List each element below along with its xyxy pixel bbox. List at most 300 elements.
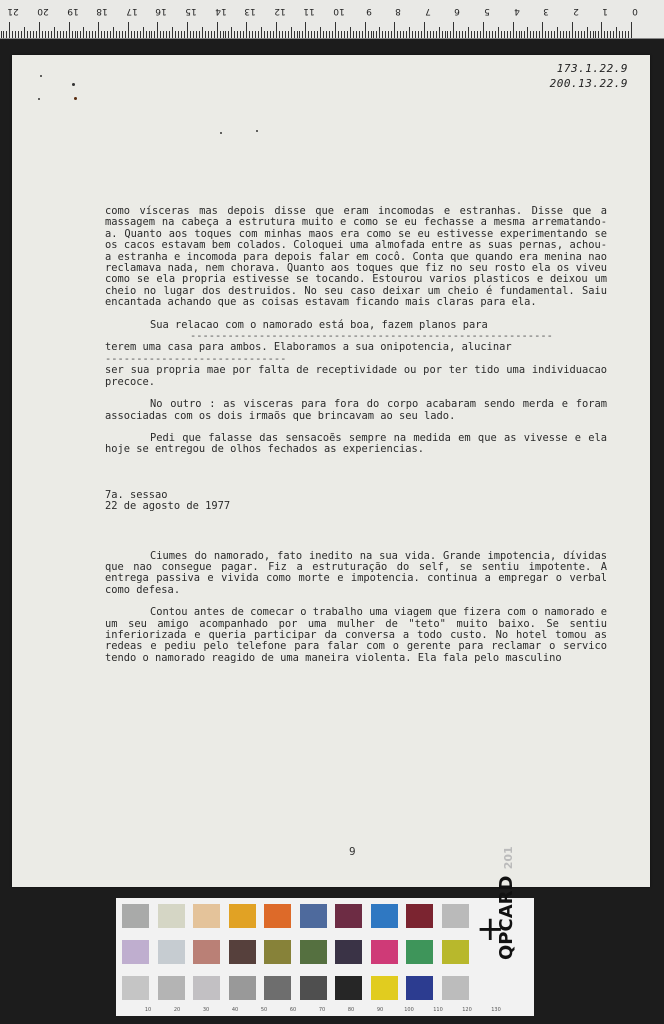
ruler-label: 11 [303,6,316,16]
typed-text [105,205,614,664]
ruler-tick [297,31,298,38]
ruler-tick [631,22,632,38]
ruler-tick [24,27,25,38]
ruler-tick [477,31,478,38]
ruler-tick [146,31,147,38]
ruler-tick [54,27,55,38]
ruler-tick [495,31,496,38]
ruler-tick [598,31,599,38]
ruler-tick [590,31,591,38]
color-swatch [158,976,185,1000]
ruler-tick [379,27,380,38]
card-scale-label: 70 [318,1007,326,1013]
ruler-tick [314,31,315,38]
color-swatch [193,904,220,928]
paragraph-5: Ciumes do namorado, fato inedito na sua vida. Grande impotencia, dívidas que nao consegue pagar. Fiz a estruturação do self, se sentiu impotente. A entrega passiva e vivida como morte e impotencia. continua a empregar o verbal como defesa. [105,549,614,596]
ruler-tick [83,27,84,38]
ruler-tick [542,22,543,38]
ruler-label: 4 [513,6,520,16]
paragraph-2-line-2: terem uma casa para ambos. Elaboramos a sua onipotencia, alucinar [105,341,512,354]
ruler-tick [21,31,22,38]
ruler-tick [373,31,374,38]
ruler-tick [104,31,105,38]
ruler-tick [323,31,324,38]
card-scale-label: 80 [347,1007,355,1013]
ruler-tick [385,31,386,38]
ruler-tick [527,27,528,38]
ruler-tick [166,31,167,38]
paragraph-1: como vísceras mas depois disse que eram incomodas e estranhas. Disse que a massagem na cabeça a estrutura muito e como se eu fechasse a mesma arrematando-a. Quanto aos toques com minhas maos era como se eu estivesse experimentando se os cacos estavam bem colados. Coloquei uma almofada entre as suas pernas, achou-a estranha e incomoda para depois falar em cocô. Conta que quando era menina nao reclamava nada, nem chorava. Quanto aos toques que fiz no seu rosto ela os viveu como se ela propria estivesse se tocando. Estourou varios plasticos e deixou um cheio no lugar dos destruidos. No seu caso deixar um cheio é fundamental. Saiu encantada achando que as coisas estavam ficando mais claras para ela. [105,205,614,309]
ruler-tick [72,31,73,38]
ruler-tick [154,31,155,38]
ruler-tick [107,31,108,38]
ruler-tick [66,31,67,38]
ruler-tick [521,31,522,38]
ruler-tick [486,31,487,38]
ruler-tick [341,31,342,38]
card-scale-label: 110 [433,1007,443,1013]
ruler-tick [483,22,484,38]
ruler-tick [326,31,327,38]
ruler-tick [551,31,552,38]
color-swatch [335,940,362,964]
ruler-tick [616,27,617,38]
card-scale-label: 100 [404,1007,414,1013]
ruler-tick [572,22,573,38]
ruler-tick [607,31,608,38]
ruler-tick [510,31,511,38]
ruler-tick [320,27,321,38]
ruler-tick [163,31,164,38]
ruler-tick [516,31,517,38]
ruler-tick [371,31,372,38]
ruler-tick [187,22,188,38]
ruler-label: 13 [244,6,256,16]
ruler-tick [151,31,152,38]
color-swatch [406,976,433,1000]
color-swatch [229,904,256,928]
ruler-tick [125,31,126,38]
archive-id-line-2: 200.13.22.9 [549,77,628,90]
ruler-tick [116,31,117,38]
ruler-label: 10 [333,6,345,16]
paragraph-4: Pedi que falasse das sensacoẽs sempre na medida em que as vivesse e ela hoje se entregou de olhos fechados as experiencias. [105,431,614,456]
card-scale-label: 130 [491,1007,501,1013]
ruler-tick [530,31,531,38]
ruler-tick [231,27,232,38]
ruler-tick [77,31,78,38]
ruler-tick [137,31,138,38]
ruler-tick [63,31,64,38]
ruler-label: 7 [424,6,431,16]
ruler-tick [193,31,194,38]
ruler-tick [255,31,256,38]
card-scale [120,1007,501,1015]
ruler-tick [305,22,306,38]
ruler-tick [234,31,235,38]
color-calibration-card [116,846,534,1016]
ruler-tick [536,31,537,38]
color-swatch [122,976,149,1000]
underline-dashes: ----------------------------- [105,353,287,365]
ruler-label: 18 [96,6,108,16]
ruler-tick [388,31,389,38]
session-title: 7a. sessao [105,488,168,501]
ruler-tick [628,31,629,38]
session-date: 22 de agosto de 1977 [105,500,231,513]
ruler-tick [415,31,416,38]
ruler-label: 5 [484,6,490,16]
ruler-tick [246,22,247,38]
ruler-tick [427,31,428,38]
color-swatch [158,904,185,928]
ruler-tick [113,27,114,38]
ruler-tick [359,31,360,38]
ruler-tick [285,31,286,38]
ruler-tick [270,31,271,38]
ruler-tick [421,31,422,38]
ruler-tick [492,31,493,38]
color-swatch [442,940,469,964]
ruler-tick [122,31,123,38]
color-swatch [229,976,256,1000]
ruler-tick [604,31,605,38]
card-scale-label: 20 [173,1007,181,1013]
ruler-tick [344,31,345,38]
ruler-tick [36,31,37,38]
ruler-tick [625,31,626,38]
ruler-tick [480,31,481,38]
ruler-tick [119,31,120,38]
color-swatch [335,976,362,1000]
ruler-tick [329,31,330,38]
ruler-label: 6 [454,6,461,16]
ruler-tick [30,31,31,38]
ruler-tick [42,31,43,38]
ruler-tick [376,31,377,38]
ruler-tick [519,31,520,38]
ruler-tick [252,31,253,38]
ruler-tick [217,22,218,38]
ruler-tick [178,31,179,38]
color-swatch [406,940,433,964]
ruler-tick [279,31,280,38]
color-swatch [442,976,469,1000]
ruler-tick [445,31,446,38]
archive-id-line-1: 173.1.22.9 [556,62,628,75]
ruler-tick [175,31,176,38]
ruler-tick [214,31,215,38]
ruler-tick [382,31,383,38]
color-swatch [122,904,149,928]
ruler-tick [33,31,34,38]
ruler-tick [288,31,289,38]
ruler-tick [9,22,10,38]
ruler-tick [225,31,226,38]
ruler-tick [302,31,303,38]
ruler-label: 2 [572,6,579,16]
ruler-tick [184,31,185,38]
ruler-tick [595,31,596,38]
ruler-tick [409,27,410,38]
ruler-tick [57,31,58,38]
card-scale-label: 90 [376,1007,384,1013]
color-swatch [406,904,433,928]
card-scale-label: 30 [202,1007,210,1013]
ruler-tick [338,31,339,38]
ruler-tick [220,31,221,38]
ruler-label: 19 [66,6,79,16]
ruler-tick [160,31,161,38]
ruler-tick [456,31,457,38]
color-swatch [264,904,291,928]
ruler-label: 0 [632,6,638,16]
ruler-tick [622,31,623,38]
ruler-tick [149,31,150,38]
ruler-tick [450,31,451,38]
ruler-tick [101,31,102,38]
ruler-tick [613,31,614,38]
ruler-tick [282,31,283,38]
ruler-tick [140,31,141,38]
ruler-tick [1,31,2,38]
ruler-tick [110,31,111,38]
ruler-label: 14 [214,6,227,16]
ruler-tick [504,31,505,38]
ruler-tick [442,31,443,38]
ruler-tick [619,31,620,38]
ruler-tick [513,22,514,38]
ruler-tick [60,31,61,38]
ruler-tick [258,31,259,38]
ruler-tick [335,22,336,38]
ruler-tick [95,31,96,38]
card-scale-label: 40 [231,1007,239,1013]
ruler-tick [202,27,203,38]
ruler-tick [205,31,206,38]
ruler-tick [533,31,534,38]
color-swatch [193,940,220,964]
ruler-tick [394,22,395,38]
ruler-tick [347,31,348,38]
ruler-tick [261,27,262,38]
ruler-label: 21 [7,6,20,16]
color-swatch [300,976,327,1000]
ruler-tick [6,31,7,38]
page-number: 9 [349,845,356,858]
ruler-tick [223,31,224,38]
ruler-label: 8 [395,6,402,16]
ruler-label: 9 [365,6,372,16]
ruler-tick [211,31,212,38]
ruler-tick [447,31,448,38]
ruler-tick [317,31,318,38]
ruler-tick [569,31,570,38]
ruler-tick [131,31,132,38]
color-swatch [193,976,220,1000]
ruler-tick [199,31,200,38]
ruler-tick [433,31,434,38]
ruler-tick [228,31,229,38]
color-swatch [264,940,291,964]
ruler-tick [39,22,40,38]
ruler-tick [453,22,454,38]
paragraph-2-line-3: ser sua propria mae por falta de receptividade ou por ter tido uma individuacao precoce. [105,364,614,388]
ruler-tick [584,31,585,38]
paragraph-2-line-1: Sua relacao com o namorado está boa, fazem planos para [150,318,488,331]
card-scale-label: 120 [462,1007,472,1013]
ruler-tick [134,31,135,38]
color-swatch [371,940,398,964]
ruler-tick [48,31,49,38]
ruler-tick [273,31,274,38]
ruler-tick [350,27,351,38]
card-brand-logo: QPCARD 201 [496,846,517,960]
ruler-tick [80,31,81,38]
ruler-tick [267,31,268,38]
ruler-tick [539,31,540,38]
ruler-tick [365,22,366,38]
paragraph-3: No outro : as visceras para fora do corpo acabaram sendo merda e foram associadas com os dois irmaõs que brincavam ao seu lado. [105,398,614,422]
ruler-label: 20 [37,6,49,16]
ruler-tick [601,22,602,38]
ruler-tick [15,31,16,38]
color-swatch [158,940,185,964]
ruler-tick [299,31,300,38]
archive-id-stamp [550,61,628,91]
ruler-tick [581,31,582,38]
ruler-tick [51,31,52,38]
ruler-tick [474,31,475,38]
ruler-tick [75,31,76,38]
ruler-tick [128,22,129,38]
color-swatch [264,976,291,1000]
ruler-label: 17 [126,6,138,16]
ruler-tick [548,31,549,38]
ruler-tick [157,22,158,38]
ruler-tick [424,22,425,38]
ruler-tick [554,31,555,38]
ruler-tick [610,31,611,38]
ruler-tick [353,31,354,38]
ruler-tick [208,31,209,38]
ruler-tick [18,31,19,38]
ruler-tick [240,31,241,38]
color-swatch [300,904,327,928]
ruler-tick [439,27,440,38]
document-page [12,55,650,887]
ruler-tick [276,22,277,38]
ruler-tick [468,27,469,38]
ruler-tick [560,31,561,38]
ruler-tick [593,31,594,38]
underline-dashes: ---------------------------------------------------------- [190,331,553,343]
ruler-label: 16 [155,6,168,16]
ruler-tick [356,31,357,38]
ruler-tick [459,31,460,38]
ruler-tick [498,27,499,38]
ruler-tick [27,31,28,38]
ruler-tick [391,31,392,38]
ruler-tick [412,31,413,38]
ruler-tick [545,31,546,38]
ruler-tick [89,31,90,38]
ruler-tick [566,31,567,38]
ruler-tick [243,31,244,38]
ruler-tick [406,31,407,38]
ruler-label: 15 [185,6,197,16]
card-scale-label: 60 [289,1007,297,1013]
ruler-tick [587,27,588,38]
ruler-tick [362,31,363,38]
ruler-tick [294,31,295,38]
ruler-tick [143,27,144,38]
ruler-tick [563,31,564,38]
ruler-label: 12 [274,6,286,16]
color-swatch [229,940,256,964]
ruler-tick [501,31,502,38]
ruler-tick [400,31,401,38]
ruler [0,0,664,39]
ruler-tick [181,31,182,38]
ruler-tick [311,31,312,38]
ruler-tick [575,31,576,38]
ruler-tick [86,31,87,38]
ruler-tick [169,31,170,38]
color-swatch [300,940,327,964]
ruler-tick [92,31,93,38]
ruler-tick [462,31,463,38]
color-swatch [371,904,398,928]
color-swatch [371,976,398,1000]
ruler-tick [465,31,466,38]
ruler-tick [436,31,437,38]
card-scale-label: 10 [144,1007,152,1013]
ruler-tick [196,31,197,38]
color-swatch [122,940,149,964]
ruler-tick [308,31,309,38]
color-swatch [335,904,362,928]
ruler-tick [45,31,46,38]
ruler-tick [69,22,70,38]
ruler-tick [507,31,508,38]
ruler-tick [98,22,99,38]
ruler-tick [264,31,265,38]
color-swatch [442,904,469,928]
ruler-tick [3,31,4,38]
ruler-tick [418,31,419,38]
ruler-label: 3 [543,6,550,16]
ruler-tick [489,31,490,38]
ruler-label: 1 [602,6,609,16]
ruler-tick [172,27,173,38]
ruler-tick [332,31,333,38]
crosshair-icon: + [476,909,505,949]
ruler-tick [249,31,250,38]
ruler-tick [291,27,292,38]
ruler-tick [237,31,238,38]
ruler-tick [12,31,13,38]
ruler-tick [430,31,431,38]
ruler-tick [190,31,191,38]
ruler-tick [368,31,369,38]
card-scale-label: 50 [260,1007,268,1013]
ruler-tick [397,31,398,38]
ruler-tick [471,31,472,38]
ruler-tick [578,31,579,38]
ruler-tick [403,31,404,38]
ruler-tick [557,27,558,38]
